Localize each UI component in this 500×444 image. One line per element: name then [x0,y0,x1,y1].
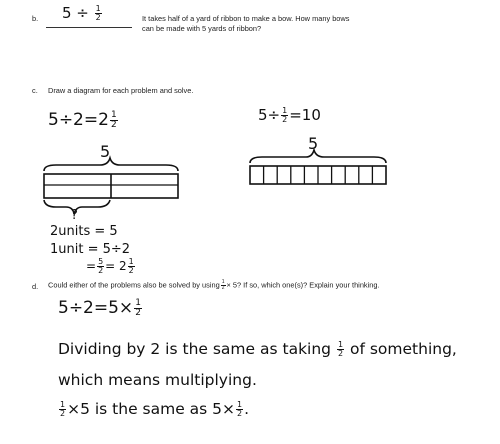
explanation-line-3-fraction [59,401,66,418]
part-b-answer-fraction [95,5,102,22]
left-equation [48,110,119,130]
right-equation-fraction [281,107,288,124]
left-tape-diagram [36,152,186,222]
work-line-3-fraction [97,258,104,275]
explanation-line-3 [58,400,249,418]
part-d-question-text-2: × 5? If so, which one(s)? Explain your thinking. [226,280,380,290]
explanation-line-3-text: ×5 is the same as 5× [67,400,236,418]
right-diagram-top-label: 5 [308,134,319,153]
part-d-answer-equation-fraction [134,299,142,318]
left-diagram-top-label: 5 [100,142,111,161]
right-top-brace [250,150,386,163]
fraction-numerator: 5 [98,257,104,266]
fraction-denominator: 2 [221,285,225,291]
fraction-numerator: 1 [128,257,134,266]
explanation-line-1-text-2: of something, [349,340,457,358]
explanation-line-1-text: Dividing by 2 is the same as taking [58,340,332,358]
fraction-numerator: 1 [282,106,288,115]
work-line-3-fraction-2 [128,258,135,275]
part-b-answer-line [46,27,132,28]
fraction-denominator: 2 [337,349,344,358]
part-d-answer-equation [58,298,143,318]
work-line-3 [86,258,136,275]
left-top-brace [44,158,178,171]
work-line-3-equals: = [86,259,97,273]
explanation-line-1-fraction [337,341,344,358]
fraction-denominator: 2 [282,115,288,124]
fraction-numerator: 1 [221,279,225,285]
right-equation-text: 5÷ [258,106,281,124]
fraction-denominator: 2 [95,13,101,22]
fraction-numerator: 1 [337,340,344,349]
left-equation-fraction [110,111,118,130]
fraction-numerator: 1 [135,297,141,308]
fraction-denominator: 2 [98,266,104,275]
explanation-line-2: which means multiplying. [58,371,257,389]
part-b-problem-line-2: can be made with 5 yards of ribbon? [142,24,262,33]
explanation-line-3-fraction-2 [236,401,243,418]
part-b-answer-text: 5 ÷ [62,4,94,22]
part-d-letter: d. [32,282,39,291]
part-d-question-fraction [221,280,226,291]
fraction-numerator: 1 [110,109,117,120]
part-d-question-text: Could either of the problems also be solved by using [48,280,220,290]
work-line-1: 2units = 5 [50,224,118,239]
explanation-line-1 [58,340,457,358]
fraction-denominator: 2 [128,266,134,275]
right-equation [258,106,321,124]
fraction-numerator: 1 [237,400,243,409]
part-d-question [48,280,380,291]
part-b-problem-line-1: It takes half of a yard of ribbon to make a bow. How many bows [142,14,350,23]
right-tape-diagram [244,146,394,191]
fraction-denominator: 2 [237,409,243,418]
fraction-denominator: 2 [110,119,117,130]
part-b-answer [62,4,103,22]
right-tape-dividers [264,166,373,184]
fraction-numerator: 1 [60,400,66,409]
fraction-denominator: 2 [135,307,141,318]
fraction-numerator: 1 [95,4,101,13]
work-line-2: 1unit = 5÷2 [50,242,131,257]
left-diagram-question-mark: ? [71,208,78,223]
left-equation-text: 5÷2=2 [48,110,109,130]
part-b-letter: b. [32,14,39,23]
part-c-letter: c. [32,86,38,95]
right-equation-result: =10 [289,106,321,124]
part-d-answer-equation-text: 5÷2=5× [58,298,134,318]
work-line-3-mid: = 2 [105,259,127,273]
explanation-line-3-period: . [244,400,250,418]
part-c-instruction: Draw a diagram for each problem and solve. [48,86,194,95]
fraction-denominator: 2 [60,409,66,418]
